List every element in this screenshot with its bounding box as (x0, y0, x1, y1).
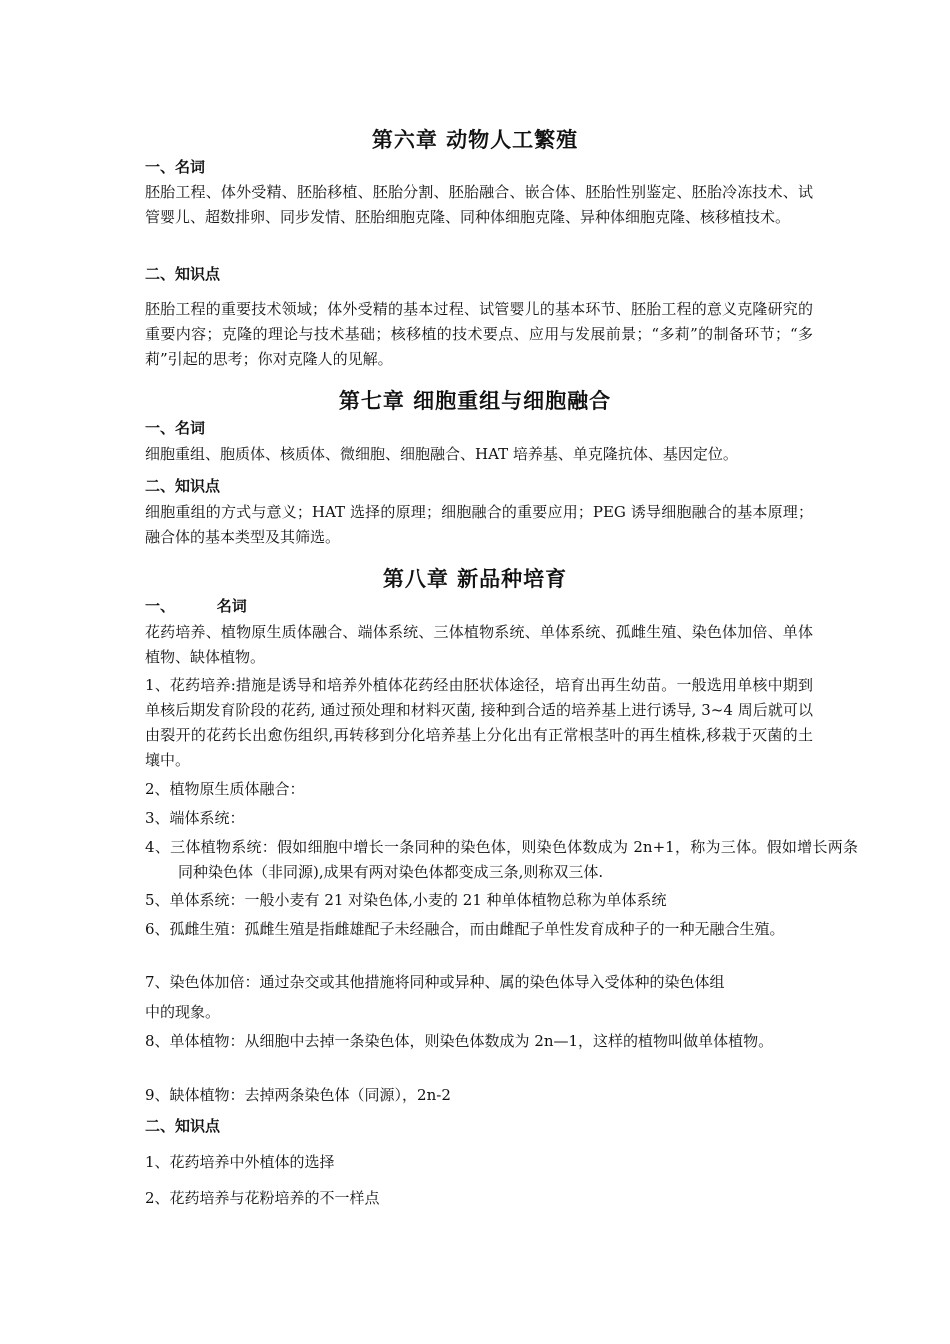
chapter-6-terms-heading: 一、名词 (145, 158, 206, 176)
chapter-8-terms: 花药培养、植物原生质体融合、端体系统、三体植物系统、单体系统、孤雌生殖、染色体加倍、单体植物、缺体植物。 (145, 623, 813, 666)
chapter-6-title: 第六章 动物人工繁殖 (371, 127, 579, 152)
knowledge-point-1: 1、花药培养中外植体的选择 (145, 1153, 335, 1171)
term-definition-chromosome-doubling-cont: 中的现象。 (145, 1003, 221, 1021)
term-definition-anther-culture: 1、花药培养:措施是诱导和培养外植体花药经由胚状体途径，培育出再生幼苗。一般选用单核中期到单核后期发育阶段的花药, 通过预处理和材料灭菌, 接种到合适的培养基上进行诱导, 3~4 周后就可以由裂开的花药长出愈伤组织,再转移到分化培养基上分化出有正常根茎叶的再生植株,移栽于灭菌的土壤中。 (145, 676, 813, 769)
term-definition-monosomic-plant: 8、单体植物：从细胞中去掉一条染色体，则染色体数成为 2n—1，这样的植物叫做单体植物。 (145, 1032, 774, 1050)
chapter-8-knowledge-heading: 二、知识点 (145, 1117, 221, 1135)
term-definition-chromosome-doubling: 7、染色体加倍：通过杂交或其他措施将同种或异种、属的染色体导入受体种的染色体组 (145, 973, 725, 991)
term-definition-trisomic-system: 4、三体植物系统：假如细胞中增长一条同种的染色体，则染色体数成为 2n+1，称为三体。假如增长两条同种染色体（非同源),成果有两对染色体都变成三条,则称双三体. (145, 838, 858, 881)
term-definition-nullisomic-plant: 9、缺体植物：去掉两条染色体（同源），2n-2 (145, 1086, 451, 1104)
term-definition-protoplast-fusion: 2、植物原生质体融合： (145, 780, 305, 798)
term-definition-telosomic-system: 3、端体系统： (145, 809, 245, 827)
term-definition-monosomic-system: 5、单体系统：一般小麦有 21 对染色体,小麦的 21 种单体植物总称为单体系统 (145, 891, 667, 909)
knowledge-point-2: 2、花药培养与花粉培养的不一样点 (145, 1189, 380, 1207)
chapter-7-knowledge-heading: 二、知识点 (145, 477, 221, 495)
chapter-8-terms-heading: 一、 名词 (145, 597, 247, 615)
chapter-6-knowledge: 胚胎工程的重要技术领域；体外受精的基本过程、试管婴儿的基本环节、胚胎工程的意义克隆研究的重要内容；克隆的理论与技术基础；核移植的技术要点、应用与发展前景；“多莉”的制备环节；“多莉”引起的思考；你对克隆人的见解。 (145, 300, 813, 368)
chapter-8-title: 第八章 新品种培育 (382, 566, 568, 591)
chapter-6-terms: 胚胎工程、体外受精、胚胎移植、胚胎分割、胚胎融合、嵌合体、胚胎性别鉴定、胚胎冷冻技术、试管婴儿、超数排卵、同步发情、胚胎细胞克隆、同种体细胞克隆、异种体细胞克隆、核移植技术。 (145, 183, 813, 226)
chapter-6-knowledge-heading: 二、知识点 (145, 265, 221, 283)
chapter-7-terms: 细胞重组、胞质体、核质体、微细胞、细胞融合、HAT 培养基、单克隆抗体、基因定位。 (145, 445, 738, 463)
chapter-7-terms-heading: 一、名词 (145, 419, 206, 437)
chapter-7-knowledge: 细胞重组的方式与意义；HAT 选择的原理；细胞融合的重要应用；PEG 诱导细胞融合的基本原理；融合体的基本类型及其筛选。 (145, 503, 813, 546)
chapter-7-title: 第七章 细胞重组与细胞融合 (338, 388, 612, 413)
term-definition-parthenogenesis: 6、孤雌生殖：孤雌生殖是指雌雄配子未经融合，而由雌配子单性发育成种子的一种无融合生殖。 (145, 920, 785, 938)
